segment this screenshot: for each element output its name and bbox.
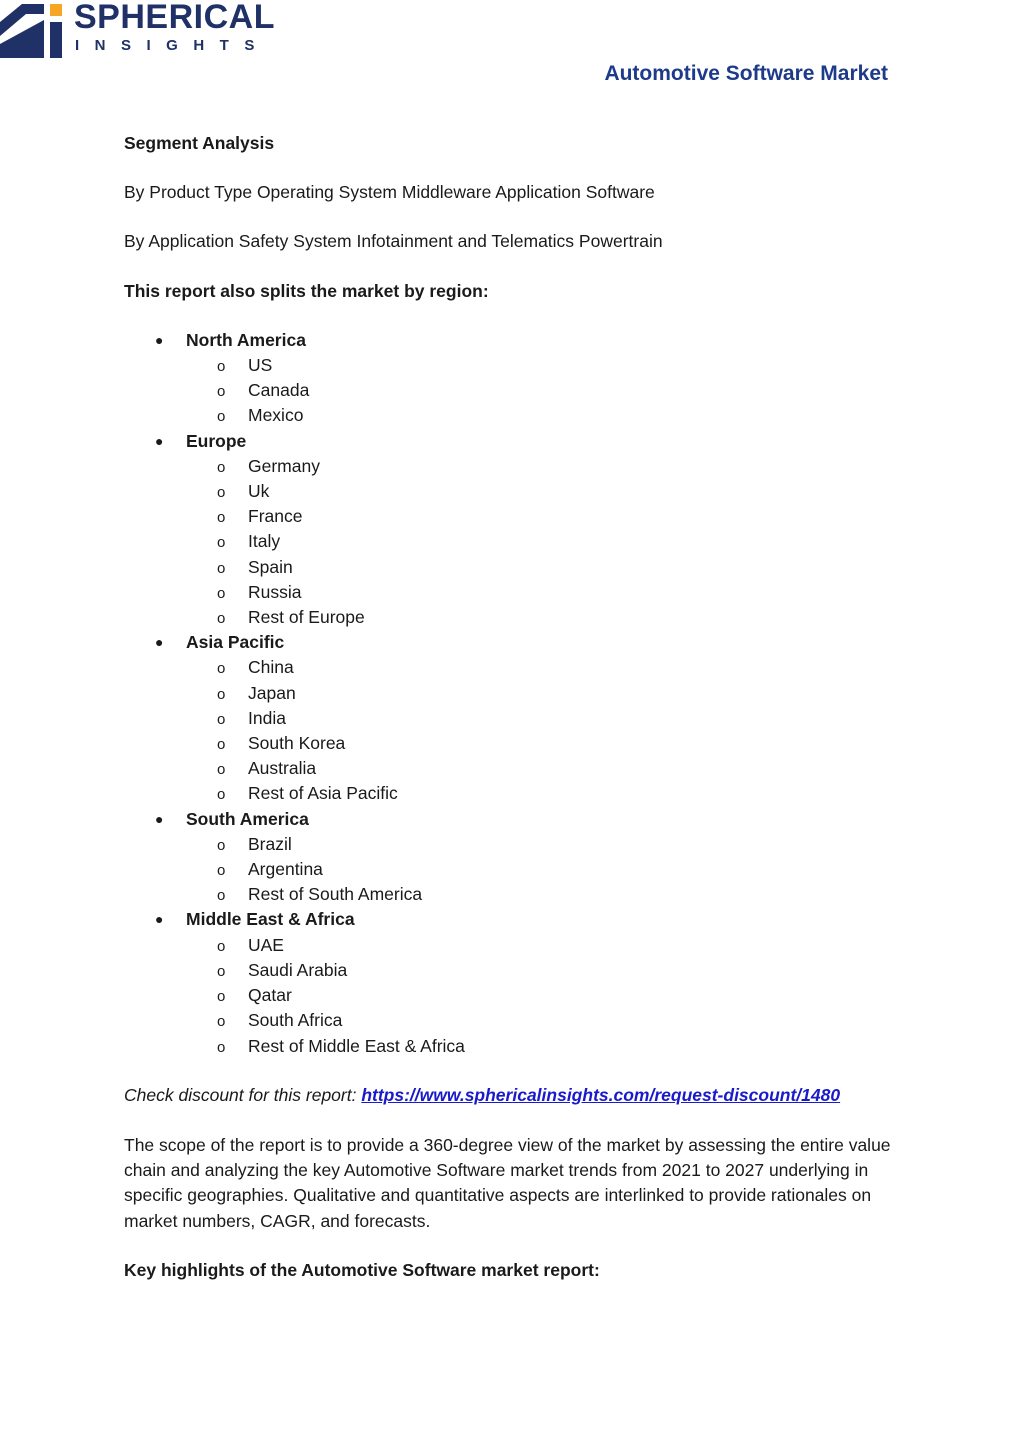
region-name: South America (186, 808, 309, 829)
discount-label: Check discount for this report: (124, 1084, 362, 1105)
region-item (124, 429, 914, 631)
country-list (186, 353, 914, 429)
circle-bullet-icon: o (217, 786, 226, 804)
country-item (124, 756, 914, 781)
regions-list (124, 328, 914, 1059)
country-name: Argentina (248, 859, 323, 880)
country-item (124, 882, 914, 907)
circle-bullet-icon: o (217, 484, 226, 502)
country-item (124, 479, 914, 504)
bullet-icon: ● (155, 432, 164, 449)
circle-bullet-icon: o (217, 862, 226, 880)
country-item (124, 403, 914, 428)
circle-bullet-icon: o (217, 736, 226, 754)
circle-bullet-icon: o (217, 962, 226, 980)
regions-intro: This report also splits the market by region: (124, 280, 489, 301)
country-list (186, 933, 914, 1059)
country-name: US (248, 355, 273, 376)
country-item (124, 832, 914, 857)
region-name: Asia Pacific (186, 632, 285, 653)
country-item (124, 655, 914, 680)
logo-mark-icon (0, 0, 64, 58)
circle-bullet-icon: o (217, 710, 226, 728)
circle-bullet-icon: o (217, 761, 226, 779)
country-name: Japan (248, 682, 296, 703)
country-list (186, 832, 914, 908)
discount-link[interactable]: https://www.sphericalinsights.com/request-discount/1480 (361, 1084, 841, 1105)
country-item (124, 1034, 914, 1059)
document-title: Automotive Software Market (604, 62, 888, 85)
country-item (124, 731, 914, 756)
country-item (124, 353, 914, 378)
circle-bullet-icon: o (217, 534, 226, 552)
country-name: Australia (248, 758, 317, 779)
country-name: Spain (248, 556, 293, 577)
country-name: Rest of South America (248, 884, 423, 905)
circle-bullet-icon: o (217, 458, 226, 476)
country-list (186, 454, 914, 630)
spherical-insights-logo (0, 0, 275, 58)
country-name: Saudi Arabia (248, 959, 348, 980)
segment-heading: Segment Analysis (124, 133, 275, 153)
country-list (186, 655, 914, 806)
product-type-line: By Product Type Operating System Middleware Application Software (124, 182, 655, 203)
country-item (124, 529, 914, 554)
circle-bullet-icon: o (217, 887, 226, 905)
country-item (124, 504, 914, 529)
region-item (124, 328, 914, 429)
country-name: Canada (248, 380, 310, 401)
region-item (124, 630, 914, 806)
country-name: Rest of Middle East & Africa (248, 1035, 465, 1056)
circle-bullet-icon: o (217, 383, 226, 401)
circle-bullet-icon: o (217, 836, 226, 854)
bullet-icon: ● (155, 331, 164, 348)
country-item (124, 983, 914, 1008)
country-item (124, 958, 914, 983)
country-item (124, 933, 914, 958)
country-item (124, 378, 914, 403)
country-item (124, 706, 914, 731)
country-name: Brazil (248, 833, 292, 854)
document-body (124, 131, 914, 1307)
country-name: Rest of Europe (248, 607, 365, 628)
country-item (124, 781, 914, 806)
country-item (124, 605, 914, 630)
country-item (124, 580, 914, 605)
country-name: France (248, 506, 303, 527)
country-name: Italy (248, 531, 281, 552)
region-name: North America (186, 329, 306, 350)
country-item (124, 857, 914, 882)
scope-paragraph: The scope of the report is to provide a 360-degree view of the market by assessing the entire value chain and analyzing the key Automotive Software market trends from 2021 to 2027 underlying in specific geographies. Qualitative and quantitative aspects are interlinked to provide rationales on market numbers, CAGR, and forecasts. (124, 1134, 891, 1231)
country-name: Uk (248, 481, 270, 502)
logo-wordmark: SPHERICAL (74, 0, 275, 36)
region-item (124, 907, 914, 1058)
bullet-icon: ● (155, 911, 164, 928)
country-item (124, 454, 914, 479)
circle-bullet-icon: o (217, 660, 226, 678)
country-name: Qatar (248, 985, 292, 1006)
circle-bullet-icon: o (217, 408, 226, 426)
country-item (124, 681, 914, 706)
country-name: UAE (248, 934, 284, 955)
circle-bullet-icon: o (217, 559, 226, 577)
country-name: Germany (248, 455, 320, 476)
country-name: South Africa (248, 1010, 343, 1031)
logo-subtitle: INSIGHTS (75, 37, 270, 54)
circle-bullet-icon: o (217, 1038, 226, 1056)
circle-bullet-icon: o (217, 584, 226, 602)
circle-bullet-icon: o (217, 610, 226, 628)
country-name: South Korea (248, 733, 346, 754)
bullet-icon: ● (155, 634, 164, 651)
region-name: Europe (186, 430, 247, 451)
circle-bullet-icon: o (217, 937, 226, 955)
circle-bullet-icon: o (217, 358, 226, 376)
circle-bullet-icon: o (217, 509, 226, 527)
country-item (124, 1008, 914, 1033)
country-name: Mexico (248, 405, 304, 426)
country-name: India (248, 707, 286, 728)
highlights-heading: Key highlights of the Automotive Software market report: (124, 1259, 600, 1280)
region-name: Middle East & Africa (186, 909, 355, 930)
circle-bullet-icon: o (217, 988, 226, 1006)
country-name: Rest of Asia Pacific (248, 783, 398, 804)
discount-line (124, 1083, 914, 1108)
bullet-icon: ● (155, 810, 164, 827)
region-item (124, 807, 914, 908)
country-name: China (248, 657, 294, 678)
circle-bullet-icon: o (217, 1013, 226, 1031)
country-name: Russia (248, 581, 302, 602)
country-item (124, 555, 914, 580)
circle-bullet-icon: o (217, 685, 226, 703)
application-line: By Application Safety System Infotainment and Telematics Powertrain (124, 231, 663, 252)
